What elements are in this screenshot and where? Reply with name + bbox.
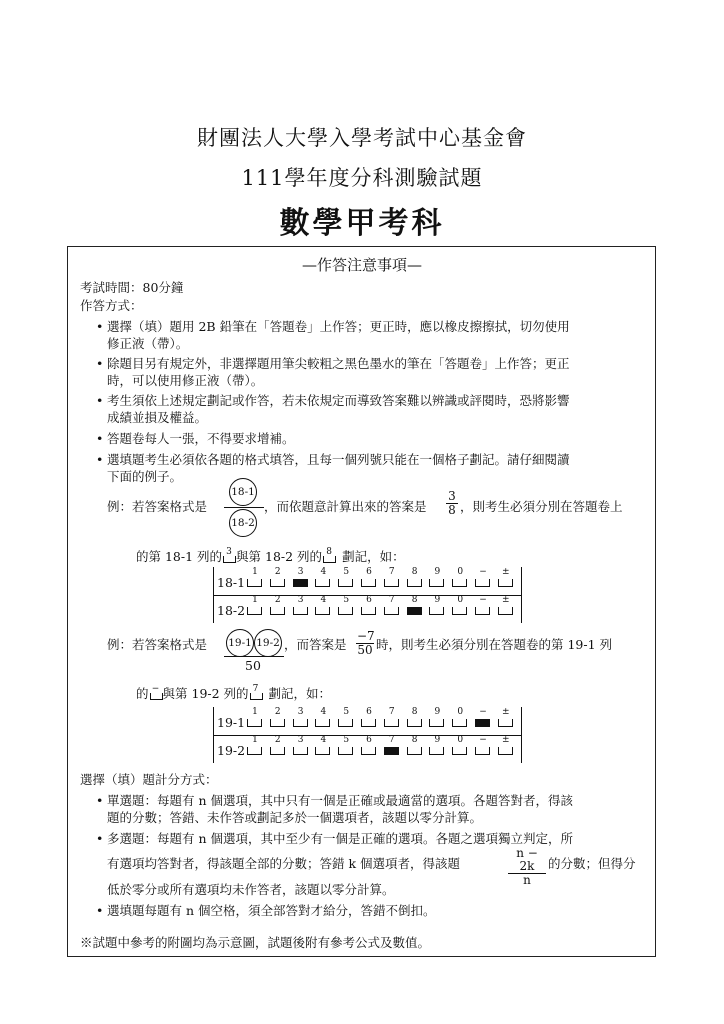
answer-bubble[interactable]	[473, 735, 493, 763]
grid-row-label: 19-1	[217, 715, 246, 730]
example1-line2-c: 劃記，如：	[342, 549, 405, 564]
rule-2-line-2: 時，可以使用修正液（帶）。	[107, 373, 264, 388]
bubble-digit-label: 0	[457, 595, 464, 605]
answer-bubble[interactable]	[336, 735, 356, 763]
bubble-digit-label: −	[479, 595, 487, 605]
bubble-digit-label: −	[479, 567, 487, 577]
empty-bubble-mark	[361, 579, 376, 587]
rule-4: • 答題卷每人一張，不得要求增補。	[107, 431, 295, 447]
bubble-digit-label: 9	[434, 567, 441, 577]
bubble-digit-label: 9	[434, 707, 441, 717]
empty-bubble-mark	[293, 719, 308, 727]
fraction-denominator: n	[523, 873, 531, 887]
filled-bubble-mark	[475, 719, 490, 727]
grid-row-19-2	[213, 735, 521, 763]
notice-title: —作答注意事項—	[301, 256, 422, 274]
exam-year-title: 111學年度分科測驗試題	[241, 166, 483, 190]
bubble-digit-label: 8	[411, 707, 418, 717]
answer-sheet-grid-19	[213, 707, 523, 763]
org-title: 財團法人大學入學考試中心基金會	[197, 126, 527, 150]
answer-bubble[interactable]	[450, 595, 470, 623]
example1-line2	[136, 547, 405, 565]
empty-bubble-mark	[407, 747, 422, 755]
answer-bubble[interactable]	[496, 735, 516, 763]
answer-bubble[interactable]	[427, 707, 447, 735]
bubble-digit-label: 2	[274, 735, 281, 745]
empty-bubble-mark	[338, 579, 353, 587]
bubble-digit-label: 0	[457, 707, 464, 717]
bubble-digit-label: 6	[366, 595, 372, 605]
bubble-digit-label: 2	[274, 567, 281, 577]
example1-fraction	[446, 490, 458, 517]
bubble-digit-label: 7	[388, 595, 395, 605]
answer-bubble[interactable]	[382, 707, 402, 735]
empty-bubble-mark	[338, 607, 353, 615]
bubble-digit-label: 1	[252, 595, 258, 605]
empty-bubble-mark	[247, 607, 262, 615]
grid-row-label: 18-1	[217, 575, 246, 590]
example2-prefix: 例：若答案格式是	[107, 637, 208, 652]
empty-bubble-mark	[475, 747, 490, 755]
empty-bubble-mark	[498, 747, 513, 755]
answer-bubble[interactable]	[336, 707, 356, 735]
answer-bubble[interactable]	[450, 707, 470, 735]
empty-bubble-mark	[384, 719, 399, 727]
empty-bubble-mark	[338, 747, 353, 755]
answer-slot-19-2: 19-2	[254, 629, 282, 657]
bubble-digit-label: 3	[297, 707, 304, 717]
answer-bubble[interactable]	[359, 707, 379, 735]
empty-bubble-mark	[429, 607, 444, 615]
grid-right-border	[521, 567, 522, 623]
answer-bubble[interactable]	[359, 567, 379, 595]
scoring-multi-line-3: 低於零分或所有選項均未作答者，該題以零分計算。	[107, 882, 395, 897]
empty-bubble-mark	[475, 607, 490, 615]
empty-bubble-mark	[338, 719, 353, 727]
empty-bubble-mark	[270, 719, 285, 727]
bubble-digit-label: 4	[320, 567, 327, 577]
bubble-digit-label: 2	[274, 707, 281, 717]
bubble-digit-label: 1	[252, 707, 258, 717]
answer-bubble[interactable]	[450, 567, 470, 595]
bubble-digit-label: 6	[366, 735, 372, 745]
mini-bubble-icon: 7	[249, 684, 263, 702]
empty-bubble-mark	[452, 607, 467, 615]
subject-title: 數學甲考科	[279, 206, 445, 241]
answer-method-label: 作答方式：	[80, 298, 143, 313]
answer-bubble[interactable]	[359, 735, 379, 763]
bubble-digit-label: 8	[411, 735, 418, 745]
grid-row-label: 18-2	[217, 603, 246, 618]
exam-time: 考試時間：80分鐘	[80, 280, 184, 295]
mini-bubble-icon: 8	[322, 547, 336, 565]
bubble-digit-label: 6	[366, 567, 372, 577]
example1-prefix: 例：若答案格式是	[107, 499, 208, 514]
bubble-digit-label: 4	[320, 735, 327, 745]
answer-bubble[interactable]	[268, 735, 288, 763]
empty-bubble-mark	[429, 747, 444, 755]
rule-1-line-1: • 選擇（填）題用 2B 鉛筆在「答題卷」上作答；更正時，應以橡皮擦擦拭，切勿使用	[107, 319, 570, 335]
answer-bubble[interactable]	[496, 707, 516, 735]
empty-bubble-mark	[270, 607, 285, 615]
fraction-bar	[224, 656, 284, 657]
scoring-fill: • 選填題每題有 n 個空格，須全部答對才給分，答錯不倒扣。	[107, 903, 436, 919]
rule-5-line-1: • 選填題考生必須依各題的格式填答，且每一個列號只能在一個格子劃記。請仔細閱讀	[107, 452, 570, 468]
bubble-digit-label: 4	[320, 595, 327, 605]
bubble-digit-label: 2	[274, 595, 281, 605]
bubble-digit-label: ±	[502, 735, 510, 745]
answer-bubble[interactable]	[427, 595, 447, 623]
answer-bubble[interactable]	[382, 735, 402, 763]
bubble-digit-label: ±	[502, 567, 510, 577]
bubble-digit-label: 8	[411, 595, 418, 605]
example2-line2-a: 的	[136, 686, 149, 701]
answer-bubble[interactable]	[405, 735, 425, 763]
scoring-fraction	[508, 847, 546, 887]
answer-bubble[interactable]	[405, 567, 425, 595]
empty-bubble-mark	[315, 607, 330, 615]
bubble-digit-label: 5	[343, 735, 350, 745]
answer-bubble[interactable]	[473, 595, 493, 623]
scoring-title: 選擇（填）題計分方式：	[80, 772, 218, 787]
bubble-digit-label: 9	[434, 595, 441, 605]
bubble-digit-label: −	[479, 735, 487, 745]
example1-line2-a: 的第 18-1 列的	[136, 549, 223, 564]
empty-bubble-mark	[361, 747, 376, 755]
empty-bubble-mark	[270, 747, 285, 755]
answer-bubble[interactable]	[245, 595, 265, 623]
example1-line2-b: 與第 18-2 列的	[236, 549, 323, 564]
example2-line2-c: 劃記，如：	[268, 686, 332, 701]
empty-bubble-mark	[293, 607, 308, 615]
fraction-numerator: −7	[357, 629, 375, 643]
rule-3-line-2: 成績並損及權益。	[107, 410, 208, 425]
bubble-digit-label: 3	[297, 735, 304, 745]
fraction-bar	[224, 507, 264, 508]
fraction-denominator: 8	[448, 503, 456, 517]
empty-bubble-mark	[475, 579, 490, 587]
answer-slot-18-1: 18-1	[229, 478, 257, 506]
rule-1-line-2: 修正液（帶）。	[107, 336, 189, 351]
scoring-single-line-2: 題的分數；答錯、未作答或劃記多於一個選項者，該題以零分計算。	[107, 810, 483, 825]
scoring-multi-line-2b: 的分數；但得分	[548, 856, 636, 871]
grid-row-19-1	[213, 707, 521, 735]
empty-bubble-mark	[270, 579, 285, 587]
empty-bubble-mark	[361, 607, 376, 615]
answer-bubble[interactable]	[313, 595, 333, 623]
bubble-digit-label: 4	[320, 707, 327, 717]
scoring-multi-line-2a: 有選項均答對者，得該題全部的分數；答錯 k 個選項者，得該題	[107, 856, 461, 871]
empty-bubble-mark	[315, 579, 330, 587]
answer-bubble[interactable]	[291, 707, 311, 735]
answer-bubble[interactable]	[473, 567, 493, 595]
example1-suffix: ，則考生必須分別在答題卷上	[460, 499, 623, 514]
answer-bubble[interactable]	[382, 567, 402, 595]
bubble-digit-label: 5	[343, 707, 350, 717]
answer-bubble[interactable]	[245, 567, 265, 595]
bubble-digit-label: 7	[388, 707, 395, 717]
empty-bubble-mark	[315, 719, 330, 727]
answer-slot-18-2: 18-2	[229, 509, 257, 537]
bubble-digit-label: 3	[297, 567, 304, 577]
scoring-single-line-1: • 單選題：每題有 n 個選項，其中只有一個是正確或最適當的選項。各題答對者，得該	[107, 793, 573, 809]
empty-bubble-mark	[429, 719, 444, 727]
empty-bubble-mark	[407, 719, 422, 727]
example2-denominator: 50	[245, 658, 261, 673]
answer-bubble[interactable]	[313, 707, 333, 735]
answer-bubble[interactable]	[405, 707, 425, 735]
example2-line2-b: 與第 19-2 列的	[162, 686, 249, 701]
empty-bubble-mark	[293, 747, 308, 755]
answer-bubble[interactable]	[268, 595, 288, 623]
empty-bubble-mark	[247, 719, 262, 727]
answer-bubble[interactable]	[291, 567, 311, 595]
bubble-digit-label: 0	[457, 567, 464, 577]
bubble-digit-label: 1	[252, 735, 258, 745]
bubble-digit-label: 9	[434, 735, 441, 745]
empty-bubble-mark	[498, 607, 513, 615]
mini-bubble-icon: −	[149, 684, 163, 702]
answer-bubble[interactable]	[313, 567, 333, 595]
empty-bubble-mark	[498, 719, 513, 727]
answer-bubble[interactable]	[359, 595, 379, 623]
scoring-multi-line-1: • 多選題：每題有 n 個選項，其中至少有一個是正確的選項。各題之選項獨立判定，所	[107, 831, 573, 847]
answer-bubble[interactable]	[268, 707, 288, 735]
bubble-digit-label: 0	[457, 735, 464, 745]
answer-bubble[interactable]	[245, 735, 265, 763]
filled-bubble-mark	[407, 607, 422, 615]
empty-bubble-mark	[361, 719, 376, 727]
fraction-numerator: n − 2k	[508, 847, 546, 874]
bubble-digit-label: ±	[502, 707, 510, 717]
empty-bubble-mark	[452, 747, 467, 755]
answer-bubble[interactable]	[336, 595, 356, 623]
example2-suffix: 時，則考生必須分別在答題卷的第 19-1 列	[376, 637, 613, 652]
answer-bubble[interactable]	[473, 707, 493, 735]
bubble-digit-label: −	[479, 707, 487, 717]
bubble-digit-label: 6	[366, 707, 372, 717]
example2-fraction	[356, 630, 374, 657]
rule-5-line-2: 下面的例子。	[107, 469, 183, 484]
answer-bubble[interactable]	[405, 595, 425, 623]
answer-bubble[interactable]	[427, 735, 447, 763]
answer-bubble[interactable]	[313, 735, 333, 763]
bubble-digit-label: 7	[388, 567, 395, 577]
answer-bubble[interactable]	[496, 595, 516, 623]
rule-3-line-1: • 考生須依上述規定劃記或作答，若未依規定而導致答案難以辨識或評閱時，恐將影響	[107, 393, 570, 409]
answer-sheet-grid-18	[213, 567, 523, 623]
bubble-digit-label: 7	[388, 735, 395, 745]
answer-bubble[interactable]	[382, 595, 402, 623]
answer-slot-19-1: 19-1	[226, 629, 254, 657]
bubble-digit-label: 1	[252, 567, 258, 577]
filled-bubble-mark	[293, 579, 308, 587]
grid-row-label: 19-2	[217, 743, 246, 758]
answer-bubble[interactable]	[268, 567, 288, 595]
footnote: ※試題中參考的附圖均為示意圖，試題後附有參考公式及數值。	[80, 935, 431, 950]
empty-bubble-mark	[429, 579, 444, 587]
empty-bubble-mark	[384, 579, 399, 587]
answer-bubble[interactable]	[291, 595, 311, 623]
answer-bubble[interactable]	[427, 567, 447, 595]
grid-row-18-2	[213, 595, 521, 623]
empty-bubble-mark	[247, 747, 262, 755]
example2-line2	[136, 684, 331, 702]
answer-bubble[interactable]	[496, 567, 516, 595]
rule-2-line-1: • 除題目另有規定外，非選擇題用筆尖較粗之黑色墨水的筆在「答題卷」上作答；更正	[107, 356, 570, 372]
empty-bubble-mark	[247, 579, 262, 587]
filled-bubble-mark	[384, 747, 399, 755]
answer-bubble[interactable]	[245, 707, 265, 735]
answer-bubble[interactable]	[291, 735, 311, 763]
bubble-digit-label: ±	[502, 595, 510, 605]
fraction-numerator: 3	[446, 490, 458, 504]
bubble-digit-label: 5	[343, 567, 350, 577]
bubble-digit-label: 8	[411, 567, 418, 577]
empty-bubble-mark	[384, 607, 399, 615]
empty-bubble-mark	[315, 747, 330, 755]
empty-bubble-mark	[498, 579, 513, 587]
empty-bubble-mark	[452, 579, 467, 587]
example1-mid: ，而依題意計算出來的答案是	[264, 499, 427, 514]
empty-bubble-mark	[452, 719, 467, 727]
answer-bubble[interactable]	[336, 567, 356, 595]
bubble-digit-label: 3	[297, 595, 304, 605]
empty-bubble-mark	[407, 579, 422, 587]
answer-bubble[interactable]	[450, 735, 470, 763]
grid-right-border	[521, 707, 522, 763]
example2-mid: ，而答案是	[284, 637, 347, 652]
fraction-denominator: 50	[357, 643, 373, 657]
grid-row-18-1	[213, 567, 521, 595]
bubble-digit-label: 5	[343, 595, 350, 605]
mini-bubble-icon: 3	[222, 547, 236, 565]
